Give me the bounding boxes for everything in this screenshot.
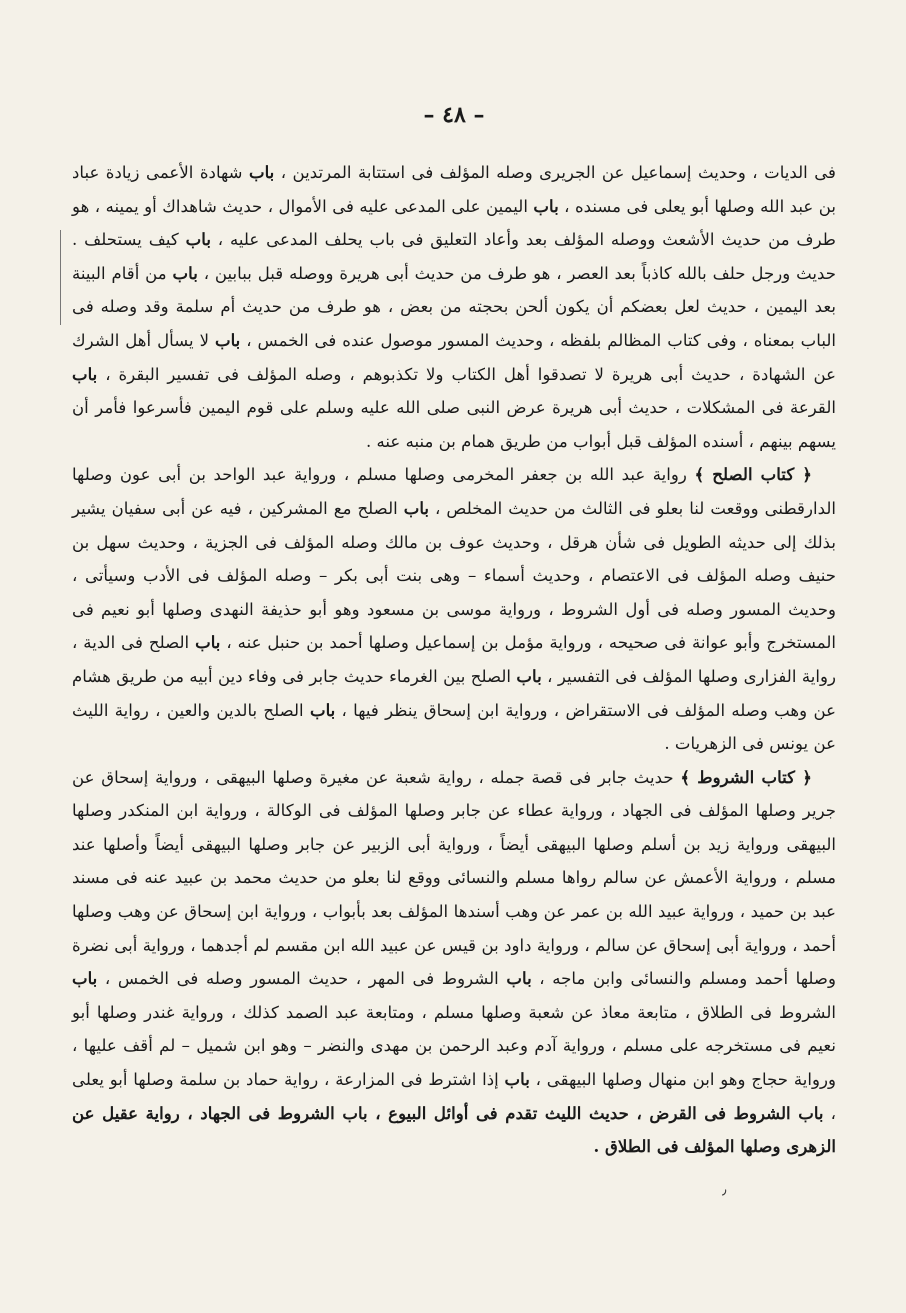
bold-heading-text: باب bbox=[72, 363, 98, 384]
body-text: الشروط فى الطلاق ، متابعة معاذ عن شعبة وصلها مسلم ، ومتابعة عبد الصمد كذلك ، ورواية غندر وصلها أبو نعيم فى مستخرجه على مسلم ، ورواية آدم وعبد الرحمن بن مهدى والنضر – وهو ابن شميل – لم أقف عليها ، ورواية حجاج وهو ابن منهال وصلها البيهقى ، bbox=[72, 1002, 837, 1090]
stray-mark: ٫ bbox=[722, 1182, 727, 1198]
body-text: من أقام البينة بعد اليمين ، حديث لعل بعضكم أن يكون ألحن بحجته من بعض ، هو طرف من حديث أم سلمة وقد وصله فى الباب بمعناه ، وفى كتاب المظالم بلفظه ، وحديث المسور موصول عنده فى الخمس ، bbox=[72, 263, 836, 350]
body-text: حديث جابر فى قصة جمله ، رواية شعبة عن مغيرة وصلها البيهقى ، ورواية إسحاق عن جرير وصلها المؤلف فى الجهاد ، ورواية عطاء عن جابر وصلها المؤلف فى الوكالة ، ورواية ابن المنكدر وصلها البيهقى ورواية زيد بن أسلم وصلها البيهقى أيضاً ، ورواية أبى الزبير عن جابر وصلها البيهقى أيضاً وأصلها عند مسلم ، ورواية الأعمش عن سالم رواها مسلم والنسائى ووقع لنا بعلو من حديث محمد بن عبيد عنه فى مسند عبد بن حميد ، ورواية عبيد الله بن عمر عن وهب أسندها المؤلف بعد بأبواب ، ورواية ابن إسحاق عن وهب وصلها أحمد ، ورواية أبى إسحاق عن سالم ، ورواية داود بن قيس عن عبيد الله ابن مقسم لم أجدهما ، ورواية أبى نضرة وصلها أحمد ومسلم والنسائى وابن ماجه ، bbox=[72, 767, 836, 989]
paragraph bbox=[72, 761, 836, 1164]
bold-heading-text: باب bbox=[72, 968, 98, 989]
body-text: الشروط فى المهر ، حديث المسور وصله فى الخمس ، bbox=[97, 969, 507, 989]
page-body bbox=[72, 156, 836, 1164]
body-text: القرعة فى المشكلات ، حديث أبى هريرة عرض النبى صلى الله عليه وسلم على قوم اليمين فأسرعوا فأمر أن يسهم بينهم ، أسنده المؤلف قبل أبواب من طريق همام بن منبه عنه . bbox=[72, 398, 836, 451]
bold-heading-text: باب bbox=[798, 1102, 824, 1123]
bold-heading-text: باب bbox=[516, 665, 542, 686]
body-text: اليمين على المدعى عليه فى الأموال ، حديث شاهداك أو يمينه ، هو طرف من حديث الأشعث ووصله المؤلف بعد وأعاد التعليق فى باب يحلف المدعى عليه ، bbox=[72, 196, 836, 250]
bold-heading-text: باب bbox=[506, 968, 532, 989]
bold-heading-text: ﴿ كتاب الصلح ﴾ bbox=[694, 464, 813, 485]
bold-heading-text: الشروط فى القرض ، حديث الليث تقدم فى أوائل البيوع ، bbox=[367, 1102, 799, 1123]
body-text: فى الديات ، وحديث إسماعيل عن الجريرى وصله المؤلف فى استتابة المرتدين ، bbox=[274, 163, 836, 182]
bold-heading-text: ﴿ كتاب الشروط ﴾ bbox=[680, 766, 812, 787]
body-text: لا يسأل أهل الشرك عن الشهادة ، حديث أبى هريرة لا تصدقوا أهل الكتاب ولا تكذبوهم ، وصله المؤلف فى تفسير البقرة ، bbox=[72, 330, 836, 384]
bold-heading-text: باب bbox=[533, 195, 559, 216]
body-text: الصلح فى الدية ، رواية الفزارى وصلها المؤلف فى التفسير ، bbox=[72, 633, 837, 686]
page-number: – ٤٨ – bbox=[423, 102, 485, 128]
bold-heading-text: باب bbox=[172, 262, 198, 283]
body-text: الصلح مع المشركين ، فيه عن أبى سفيان يشير بذلك إلى حديثه الطويل فى شأن هرقل ، وحديث عوف بن مالك وصله المؤلف فى الجزية ، وحديث سهل بن حنيف وصله المؤلف فى الاعتصام ، وحديث أسماء – وهى بنت أبى بكر – وصله المؤلف فى الأدب وسيأتى ، وحديث المسور وصله فى أول الشروط ، ورواية موسى بن مسعود وهو أبو حذيفة النهدى وصلها أبو نعيم فى المستخرج وأبو عوانة فى صحيحه ، ورواية مؤمل بن إسماعيل وصلها أحمد بن حنبل عنه ، bbox=[72, 498, 837, 653]
margin-line bbox=[60, 230, 61, 325]
body-text: شهادة الأعمى زيادة عباد بن عبد الله وصلها أبو يعلى فى مسنده ، bbox=[72, 163, 836, 216]
body-text: الصلح بين الغرماء حديث جابر فى وفاء دين أبيه من طريق هشام عن وهب وصله المؤلف فى الاستقراض ، ورواية ابن إسحاق ينظر فيها ، bbox=[72, 666, 836, 720]
body-text: كيف يستحلف . حديث ورجل حلف بالله كاذباً بعد العصر ، هو طرف من حديث أبى هريرة ووصله قبل ببابين ، bbox=[72, 230, 836, 283]
bold-heading-text: باب bbox=[309, 699, 336, 720]
bold-heading-text: باب الشروط فى الجهاد ، رواية عقيل عن الزهرى وصلها المؤلف فى الطلاق . bbox=[72, 1102, 836, 1157]
body-text: رواية عبد الله بن جعفر المخرمى وصلها مسلم ، ورواية عبد الواحد بن أبى عون وصلها الدارقطنى ووقعت لنا بعلو فى الثالث من حديث المخلص ، bbox=[72, 465, 836, 518]
body-text: إذا اشترط فى المزارعة ، رواية حماد بن سلمة وصلها أبو يعلى ، bbox=[72, 1070, 836, 1123]
paragraph bbox=[72, 156, 836, 458]
body-text: الصلح بالدين والعين ، رواية الليث عن يونس فى الزهريات . bbox=[72, 700, 836, 754]
bold-heading-text: باب bbox=[214, 329, 241, 350]
bold-heading-text: باب bbox=[195, 632, 221, 653]
bold-heading-text: باب bbox=[185, 229, 211, 250]
paragraph bbox=[72, 458, 836, 760]
bold-heading-text: باب bbox=[504, 1069, 530, 1090]
bold-heading-text: باب bbox=[249, 162, 275, 182]
bold-heading-text: باب bbox=[403, 497, 430, 518]
